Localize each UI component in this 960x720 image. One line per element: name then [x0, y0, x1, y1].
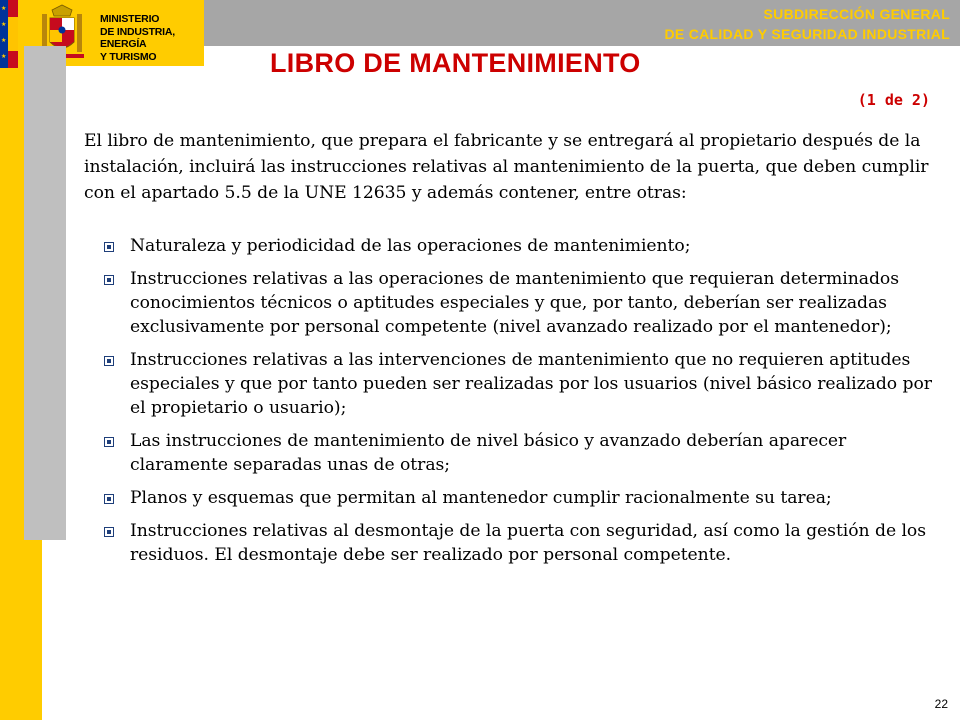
ministry-line: MINISTERIO [100, 13, 160, 25]
bullet-text: Las instrucciones de mantenimiento de nivel básico y avanzado deberían aparecer claramente separadas unas de otras; [130, 431, 847, 475]
subdirection-line: DE CALIDAD Y SEGURIDAD INDUSTRIAL [664, 26, 950, 42]
bullet-text: Instrucciones relativas al desmontaje de la puerta con seguridad, así como la gestión de los residuos. El desmontaje debe ser realizado por personal competente. [130, 521, 926, 565]
bullet-text: Planos y esquemas que permitan al mantenedor cumplir racionalmente su tarea; [130, 488, 832, 508]
bullet-text: Naturaleza y periodicidad de las operaciones de mantenimiento; [130, 236, 691, 256]
bullet-text: Instrucciones relativas a las intervenciones de mantenimiento que no requieren aptitudes especiales y que por tanto pueden ser realizadas por los usuarios (nivel básico realizado por el propietario o usuario); [130, 350, 932, 418]
list-item [104, 486, 949, 510]
slide-title: LIBRO DE MANTENIMIENTO [270, 48, 641, 78]
list-item [104, 348, 949, 420]
side-gray-panel [24, 46, 66, 540]
ministry-line: Y TURISMO [100, 50, 157, 63]
list-item [104, 429, 949, 477]
eu-flag-icon: ★ ★ ★ ★ [0, 0, 8, 68]
subdirection-name [664, 4, 950, 44]
bullet-list [104, 234, 949, 576]
header-band [204, 0, 960, 46]
square-bullet-icon [104, 356, 114, 366]
page-number: 22 [934, 697, 948, 711]
square-bullet-icon [104, 494, 114, 504]
square-bullet-icon [104, 275, 114, 285]
slide-pager: (1 de 2) [857, 91, 930, 109]
square-bullet-icon [104, 527, 114, 537]
subdirection-line: SUBDIRECCIÓN GENERAL [763, 6, 950, 22]
list-item [104, 519, 949, 567]
bullet-text: Instrucciones relativas a las operaciones de mantenimiento que requieran determinados conocimientos técnicos o aptitudes especiales y que, por tanto, deberían ser realizadas exclusivamente por personal competente (nivel avanzado realizado por el mantenedor); [130, 269, 899, 337]
ministry-name [100, 13, 204, 63]
list-item [104, 267, 949, 339]
ministry-line: DE INDUSTRIA, ENERGÍA [100, 25, 175, 50]
square-bullet-icon [104, 242, 114, 252]
list-item [104, 234, 949, 258]
intro-paragraph: El libro de mantenimiento, que prepara el fabricante y se entregará al propietario después de la instalación, incluirá las instrucciones relativas al mantenimiento de la puerta, que deben cumplir con el apartado 5.5 de la UNE 12635 y además contener, entre otras: [84, 131, 929, 203]
square-bullet-icon [104, 437, 114, 447]
